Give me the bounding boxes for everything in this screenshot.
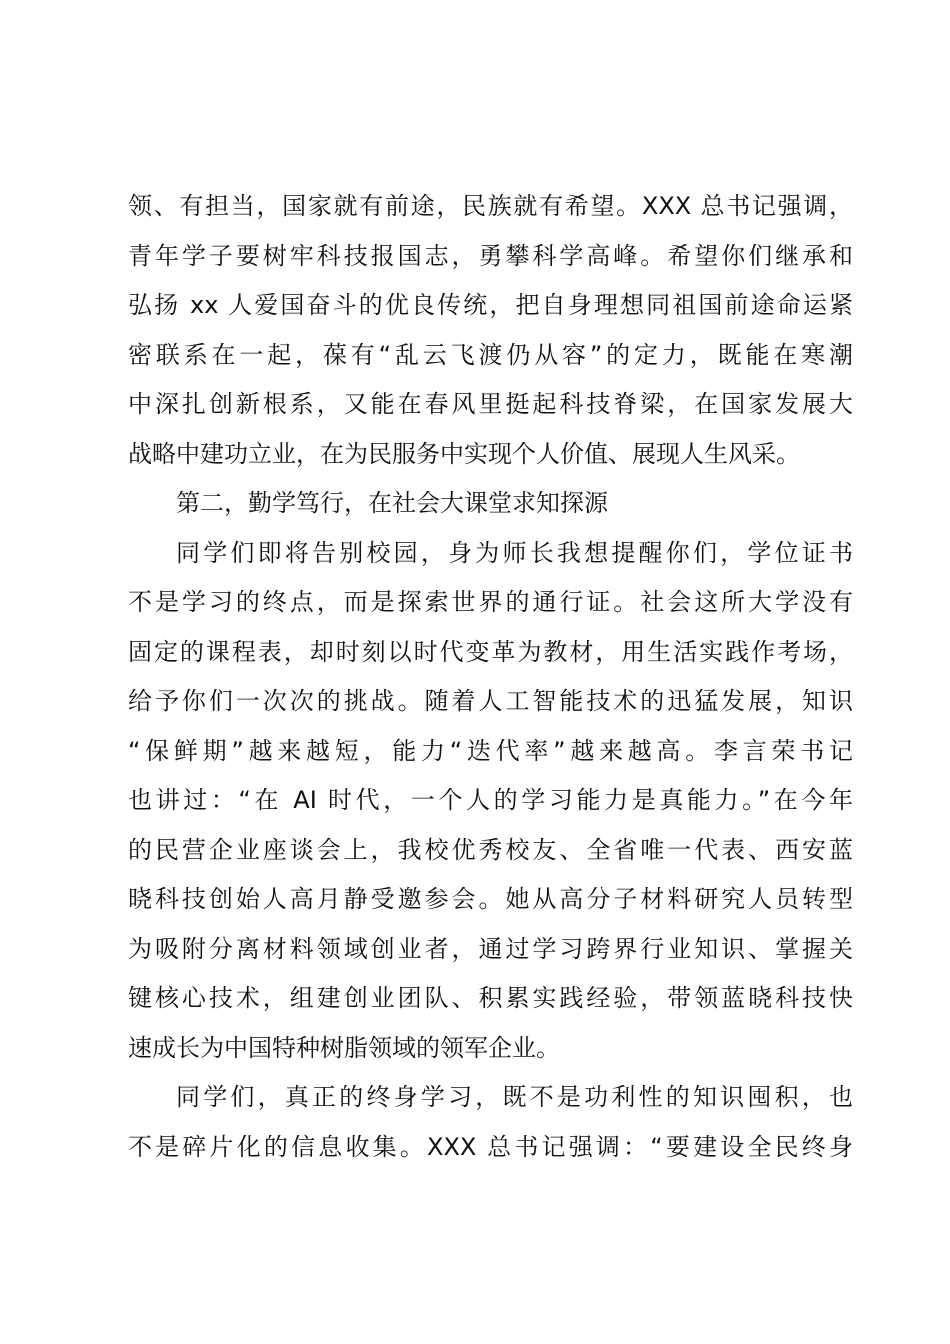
text-line: 也讲过：“在 AI 时代，一个人的学习能力是真能力。”在今年 — [128, 786, 853, 814]
text-line: 弘扬 xx 人爱国奋斗的优良传统，把自身理想同祖国前途命运紧 — [128, 291, 853, 319]
text-line: 不是学习的终点，而是探索世界的通行证。社会这所大学没有 — [128, 588, 853, 616]
body-text — [128, 182, 853, 1172]
text-line: 的民营企业座谈会上，我校优秀校友、全省唯一代表、西安蓝 — [128, 835, 853, 864]
text-line: 键核心技术，组建创业团队、积累实践经验，带领蓝晓科技快 — [128, 984, 853, 1012]
text-line: 固定的课程表，却时刻以时代变革为教材，用生活实践作考场， — [128, 637, 853, 666]
text-line: 中深扎创新根系，又能在春风里挺起科技脊梁，在国家发展大 — [128, 390, 853, 418]
text-line: 速成长为中国特种树脂领域的领军企业。 — [128, 1033, 560, 1062]
text-line: 给予你们一次次的挑战。随着人工智能技术的迅猛发展，知识 — [128, 687, 853, 715]
text-line: “保鲜期”越来越短，能力“迭代率”越来越高。李言荣书记 — [128, 736, 853, 765]
text-line: 青年学子要树牢科技报国志，勇攀科学高峰。希望你们继承和 — [128, 241, 853, 270]
text-line: 密联系在一起，葆有“乱云飞渡仍从容”的定力，既能在寒潮 — [128, 340, 853, 369]
text-line: 同学们即将告别校园，身为师长我想提醒你们，学位证书 — [176, 538, 853, 567]
section-heading: 第二，勤学笃行，在社会大课堂求知探源 — [176, 489, 608, 517]
text-line: 为吸附分离材料领域创业者，通过学习跨界行业知识、掌握关 — [128, 934, 853, 963]
text-line: 战略中建功立业，在为民服务中实现个人价值、展现人生风采。 — [128, 439, 800, 468]
text-line: 晓科技创始人高月静受邀参会。她从高分子材料研究人员转型 — [128, 885, 853, 913]
text-line: 不是碎片化的信息收集。XXX 总书记强调：“要建设全民终身 — [128, 1132, 853, 1161]
text-line: 领、有担当，国家就有前途，民族就有希望。XXX 总书记强调， — [128, 192, 853, 220]
text-line: 同学们，真正的终身学习，既不是功利性的知识囤积，也 — [176, 1083, 853, 1111]
